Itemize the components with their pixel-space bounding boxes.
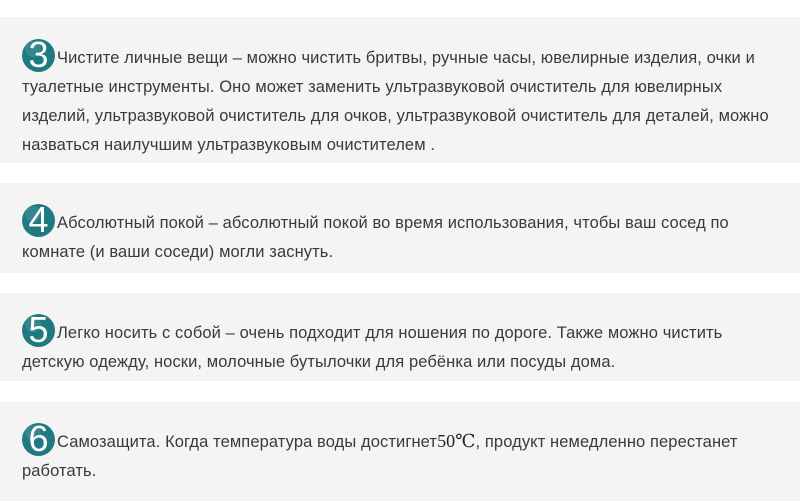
feature-text-end: , продукт немедленно перестанет работать.: [22, 433, 738, 480]
badge-number: 6: [28, 423, 49, 456]
feature-item: [22, 314, 780, 377]
feature-panel: [0, 183, 800, 273]
feature-panel: [0, 402, 800, 501]
badge-number: 3: [28, 39, 49, 72]
feature-panel: [0, 17, 800, 163]
temperature-value: 50℃: [437, 431, 476, 451]
feature-item: [22, 39, 780, 160]
feature-text: Абсолютный покой – абсолютный покой во время использования, чтобы ваш сосед по комнате (и ваши соседи) могли заснуть.: [22, 214, 729, 261]
badge-number: 5: [28, 314, 49, 347]
feature-item: [22, 423, 780, 486]
number-badge-icon: [22, 314, 55, 347]
feature-text: Чистите личные вещи – можно чистить бритвы, ручные часы, ювелирные изделия, очки и туалетные инструменты. Оно может заменить ультразвуковой очиститель для ювелирных изделий, ультразвуковой очиститель для очков, ультразвуковой очиститель для деталей, можно назваться наилучшим ультразвуковым очистителем .: [22, 49, 769, 154]
feature-text: Самозащита. Когда температура воды достигнет: [57, 433, 438, 451]
number-badge-icon: [22, 39, 55, 72]
badge-number: 4: [28, 204, 49, 237]
number-badge-icon: [22, 204, 55, 237]
feature-item: [22, 204, 780, 267]
number-badge-icon: [22, 423, 55, 456]
feature-panel: [0, 293, 800, 381]
feature-text: Легко носить с собой – очень подходит для ношения по дороге. Также можно чистить детскую одежду, носки, молочные бутылочки для ребёнка или посуды дома.: [22, 324, 723, 371]
